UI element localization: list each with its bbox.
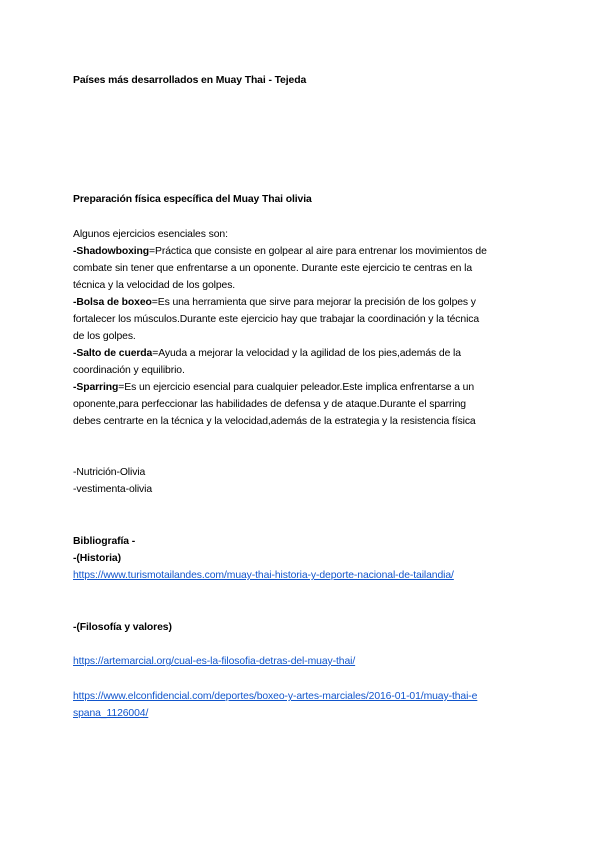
exercise-shadowboxing — [73, 243, 533, 294]
exercise-text: coordinación y equilibrio. — [73, 365, 185, 376]
philosophy-label: -(Filosofía y valores) — [73, 622, 172, 633]
exercise-text: =Es una herramienta que sirve para mejorar la precisión de los golpes y — [151, 297, 476, 308]
bibliography-heading: Bibliografía - — [73, 536, 136, 547]
exercise-name: -Sparring — [73, 382, 119, 393]
exercise-text: =Práctica que consiste en golpear al aire para entrenar los movimientos de — [149, 246, 487, 257]
exercise-text: técnica y la velocidad de los golpes. — [73, 280, 236, 291]
exercise-text: =Ayuda a mejorar la velocidad y la agilidad de los pies,además de la — [152, 348, 461, 359]
exercise-salto-de-cuerda — [73, 345, 533, 379]
exercise-text: =Es un ejercicio esencial para cualquier peleador.Este implica enfrentarse a un — [118, 382, 474, 393]
exercise-text: debes centrarte en la técnica y la velocidad,además de la estrategia y la resistencia física — [73, 416, 476, 427]
exercise-text: combate sin tener que enfrentarse a un oponente. Durante este ejercicio te centras en la — [73, 263, 472, 274]
exercise-text: oponente,para perfeccionar las habilidades de defensa y de ataque.Durante el sparring — [73, 399, 466, 410]
exercise-name: -Shadowboxing — [73, 246, 150, 257]
exercise-sparring — [73, 379, 533, 430]
exercise-name: -Salto de cuerda — [73, 348, 153, 359]
confidencial-link-line2[interactable]: spana_1126004/ — [73, 708, 149, 719]
history-label: -(Historia) — [73, 553, 121, 564]
exercise-text: fortalecer los músculos.Durante este ejercicio hay que trabajar la coordinación y la técnica — [73, 314, 480, 325]
nutrition-item: -Nutrición-Olivia — [73, 467, 146, 478]
clothing-item: -vestimenta-olivia — [73, 484, 153, 495]
confidencial-link-line1[interactable]: https://www.elconfidencial.com/deportes/boxeo-y-artes-marciales/2016-01-01/muay-thai-e — [73, 691, 478, 702]
intro-text: Algunos ejercicios esenciales son: — [73, 229, 228, 240]
document-title: Países más desarrollados en Muay Thai - Tejeda — [73, 75, 307, 86]
philosophy-link[interactable]: https://artemarcial.org/cual-es-la-filosofia-detras-del-muay-thai/ — [73, 656, 356, 667]
exercise-bolsa-de-boxeo — [73, 294, 533, 345]
exercise-text: de los golpes. — [73, 331, 136, 342]
section-heading: Preparación física específica del Muay Thai olivia — [73, 194, 312, 205]
history-link[interactable]: https://www.turismotailandes.com/muay-thai-historia-y-deporte-nacional-de-tailandia/ — [73, 570, 454, 581]
exercise-name: -Bolsa de boxeo — [73, 297, 152, 308]
